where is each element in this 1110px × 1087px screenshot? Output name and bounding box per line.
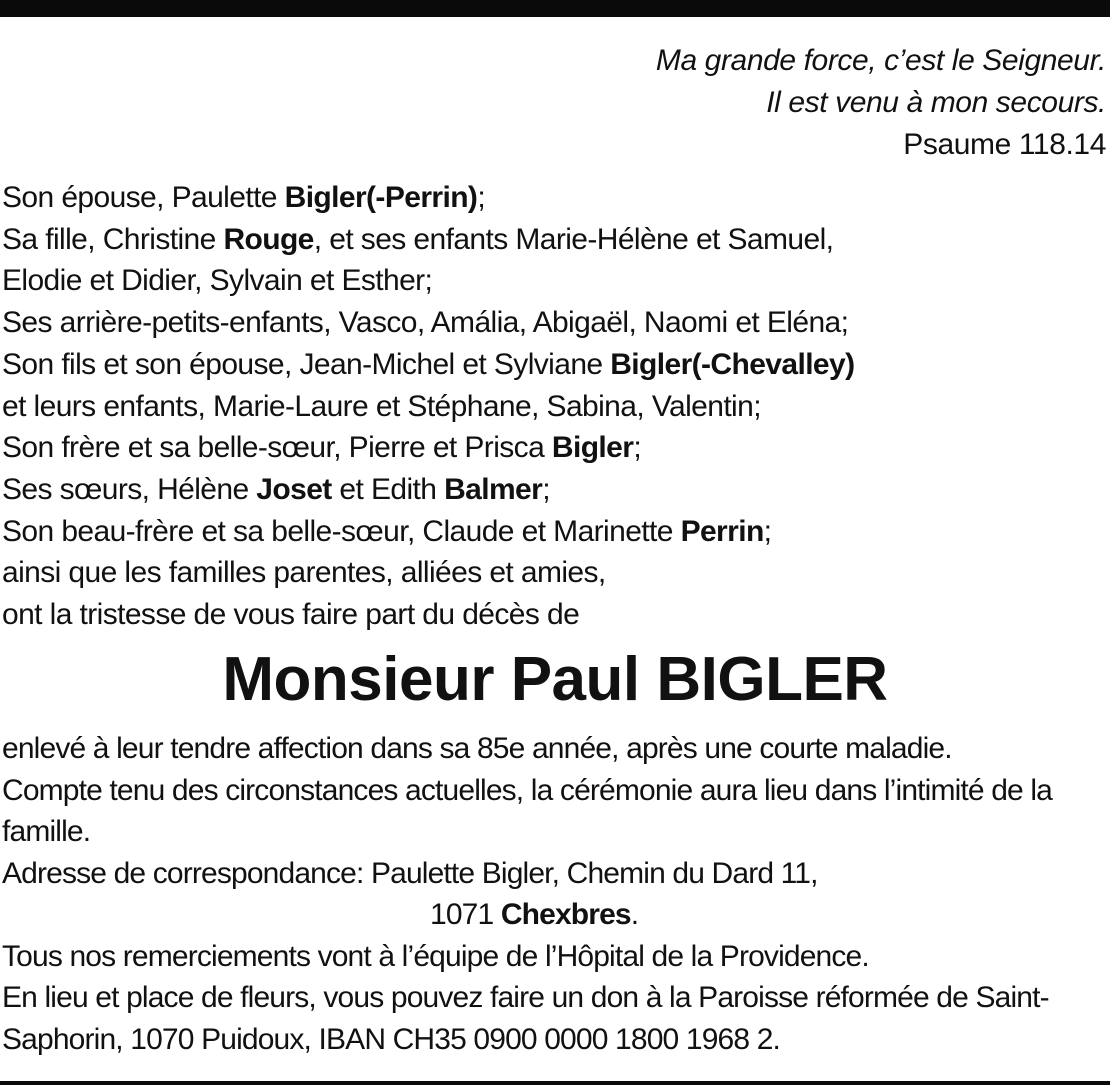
family-line-daughter — [2, 219, 855, 261]
address-line: Adresse de correspondance: Paulette Bigler, Chemin du Dard 11, — [2, 856, 818, 890]
surname: Bigler — [551, 431, 634, 465]
surname: Joset — [256, 472, 332, 506]
verse-reference: Psaume 118.14 — [903, 128, 1106, 161]
thanks-text: Tous nos remerciements vont à l’équipe de l’Hôpital de la Providence. — [2, 939, 869, 973]
text: ; — [763, 514, 772, 548]
surname: Bigler(-Perrin) — [284, 181, 478, 214]
family-line-son — [2, 344, 855, 386]
surname: Rouge — [223, 222, 314, 256]
donation-text: En lieu et place de fleurs, vous pouvez faire un don à la Paroisse réformée de Saint-Saphorin, 1070 Puidoux, IBAN CH35 0900 0000 1800 1968 2. — [2, 981, 1049, 1056]
surname: Bigler(-Chevalley) — [610, 347, 855, 381]
family-line-announcement: ont la tristesse de vous faire part du décès de — [2, 598, 580, 632]
text: . — [630, 898, 639, 931]
text: ; — [633, 431, 642, 465]
family-line-spouse — [2, 177, 855, 219]
family-line-great-grandchildren: Ses arrière-petits-enfants, Vasco, Amália, Abigaël, Naomi et Eléna; — [2, 306, 849, 340]
text: Son frère et sa belle-sœur, Pierre et Prisca — [2, 431, 552, 465]
text: Son épouse, Paulette — [2, 181, 285, 214]
zip-code: 1071 — [430, 898, 501, 931]
text: Ses sœurs, Hélène — [2, 472, 257, 506]
text: et Edith — [331, 472, 445, 506]
family-list — [2, 177, 855, 636]
text: Sa fille, Christine — [2, 222, 224, 256]
passing-text: enlevé à leur tendre affection dans sa 85e année, après une courte maladie. — [2, 732, 952, 765]
address-city-line — [2, 894, 1108, 936]
verse-line-1: Ma grande force, c’est le Seigneur. — [655, 44, 1106, 77]
text: ; — [542, 472, 550, 506]
ceremony-text: Compte tenu des circonstances actuelles, la cérémonie aura lieu dans l’intimité de la famille. — [2, 773, 1053, 848]
surname: Perrin — [680, 514, 764, 548]
city: Chexbres — [500, 898, 631, 931]
family-line-in-laws — [2, 511, 855, 553]
notice-body — [2, 728, 1108, 1060]
bible-verse — [656, 40, 1106, 166]
bottom-rule — [0, 1081, 1110, 1085]
family-line-relatives: ainsi que les familles parentes, alliées et amies, — [2, 556, 606, 590]
deceased-name: Monsieur Paul BIGLER — [222, 645, 888, 714]
family-line-son-children: et leurs enfants, Marie-Laure et Stéphane, Sabina, Valentin; — [2, 389, 761, 423]
text: ; — [477, 181, 486, 214]
verse-line-2: Il est venu à mon secours. — [766, 86, 1106, 119]
text: Son beau-frère et sa belle-sœur, Claude et Marinette — [2, 514, 681, 548]
family-line-grandchildren: Elodie et Didier, Sylvain et Esther; — [2, 264, 433, 298]
text: Son fils et son épouse, Jean-Michel et Sylviane — [2, 347, 611, 381]
text: , et ses enfants Marie-Hélène et Samuel, — [313, 222, 834, 256]
surname: Balmer — [444, 472, 543, 506]
top-rule — [0, 0, 1110, 17]
family-line-brother — [2, 427, 855, 469]
family-line-sisters — [2, 469, 855, 511]
